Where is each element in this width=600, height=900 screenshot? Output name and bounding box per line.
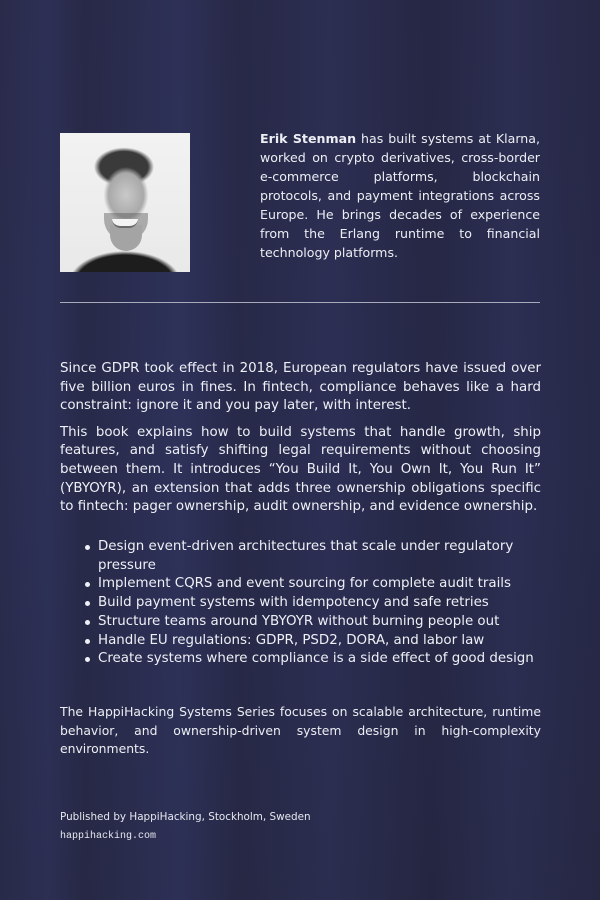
feature-text: Create systems where compliance is a side effect of good design <box>98 651 534 667</box>
section-divider <box>60 302 540 303</box>
bullet-icon <box>85 657 90 662</box>
book-description <box>60 360 541 525</box>
series-blurb: The HappiHacking Systems Series focuses on scalable architecture, runtime behavior, and ownership-driven system design in high-complexity environments. <box>60 704 541 757</box>
feature-item <box>60 613 541 632</box>
description-paragraph-1: Since GDPR took effect in 2018, European regulators have issued over five billion euros in fines. In fintech, compliance behaves like a hard constraint: ignore it and you pay later, with interest. <box>60 361 541 414</box>
publisher-line: Published by HappiHacking, Stockholm, Sweden <box>60 811 311 823</box>
author-name: Erik Stenman <box>260 131 357 146</box>
feature-item <box>60 575 541 594</box>
bullet-icon <box>85 620 90 625</box>
feature-list <box>60 538 541 669</box>
bullet-icon <box>85 582 90 587</box>
feature-item <box>60 650 541 669</box>
website-link[interactable]: happihacking.com <box>60 831 157 842</box>
bullet-icon <box>85 601 90 606</box>
feature-item <box>60 632 541 651</box>
feature-item <box>60 538 541 575</box>
feature-text: Structure teams around YBYOYR without burning people out <box>98 613 500 629</box>
feature-item <box>60 594 541 613</box>
feature-text: Implement CQRS and event sourcing for complete audit trails <box>98 576 511 592</box>
author-bio <box>260 129 540 262</box>
bullet-icon <box>85 545 90 550</box>
description-paragraph-2: This book explains how to build systems that handle growth, ship features, and satisfy shifting legal requirements without choosing between them. It introduces “You Build It, You Own It, You Run It” (YBYOYR), an extension that adds three ownership obligations specific to fintech: pager ownership, audit ownership, and evidence ownership. <box>60 424 541 515</box>
feature-text: Design event-driven architectures that scale under regulatory pressure <box>98 539 514 573</box>
author-photo <box>60 133 190 272</box>
feature-text: Build payment systems with idempotency and safe retries <box>98 595 489 611</box>
author-bio-text: has built systems at Klarna, worked on crypto derivatives, cross-border e-commerce platforms, blockchain protocols, and payment integrations across Europe. He brings decades of experience from the Erlang runtime to financial technology platforms. <box>260 131 540 260</box>
bullet-icon <box>85 639 90 644</box>
feature-text: Handle EU regulations: GDPR, PSD2, DORA, and labor law <box>98 632 485 648</box>
author-photo-neck-shape <box>110 225 142 251</box>
